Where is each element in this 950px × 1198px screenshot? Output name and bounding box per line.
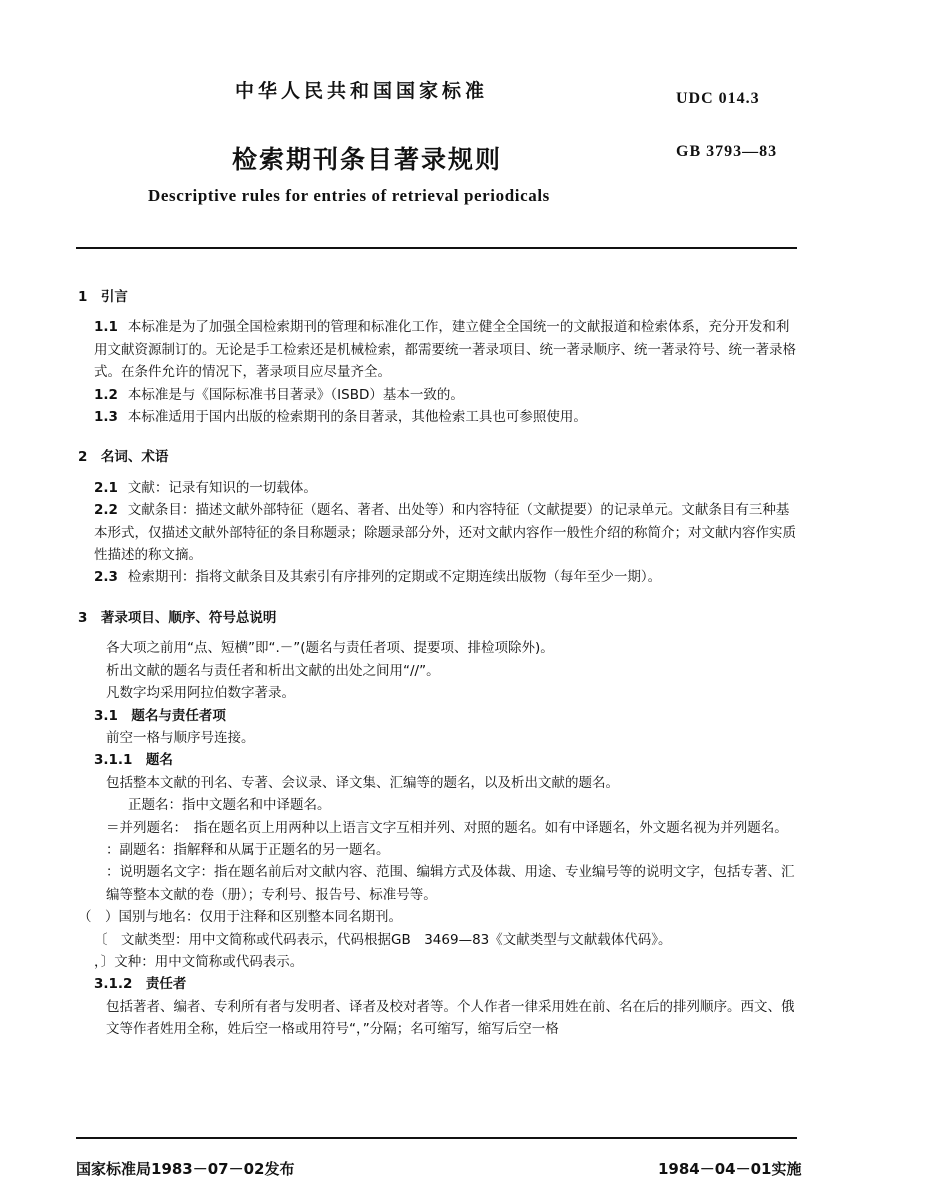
paragraph: ：副题名：指解释和从属于正题名的另一题名。 (106, 841, 390, 858)
clause-number: 2.2 (94, 502, 118, 519)
paragraph: 包括整本文献的刊名、专著、会议录、译文集、汇编等的题名，以及析出文献的题名。 (106, 774, 619, 791)
clause-text: 检索期刊：指将文献条目及其索引有序排列的定期或不定期连续出版物（每年至少一期）。 (127, 569, 662, 586)
paragraph: 正题名：指中文题名和中译题名。 (128, 797, 331, 814)
document-title: 检索期刊条目著录规则 (232, 145, 503, 174)
section-heading: 3 著录项目、顺序、符号总说明 (78, 609, 277, 626)
paragraph: ，〕文种：用中文简称或代码表示。 (94, 953, 304, 970)
udc-code: UDC 014.3 (676, 90, 760, 107)
paragraph: ：说明题名文字：指在题名前后对文献内容、范围、编辑方式及体裁、用途、专业编号等的说明文字，包括专著、汇编等整本文献的卷（册）；专利号、报告号、标准号等。 (106, 864, 795, 903)
issue-date: 国家标准局1983－07－02发布 (76, 1160, 295, 1178)
clause-number: 2.1 (94, 479, 118, 496)
paragraph: 凡数字均采用阿拉伯数字著录。 (106, 685, 295, 702)
clause-text: 本标准是与《国际标准书目著录》（ISBD）基本一致的。 (127, 386, 464, 403)
header-divider (76, 247, 797, 249)
clause (78, 566, 800, 588)
standard-number: GB 3793—83 (676, 143, 778, 160)
subsection-heading: 3.1.1 题名 (94, 752, 173, 769)
paragraph: 包括著者、编者、专利所有者与发明者、译者及校对者等。个人作者一律采用姓在前、名在后的排列顺序。西文、俄文等作者姓用全称，姓后空一格或用符号“，”分隔；名可缩写，缩写后空一格 (106, 998, 795, 1038)
issuing-country-standard: 中华人民共和国国家标准 (235, 80, 489, 102)
effective-date: 1984－04－01实施 (658, 1160, 802, 1178)
clause-number: 1.3 (94, 409, 118, 426)
paragraph: 前空一格与顺序号连接。 (106, 729, 255, 746)
clause-text: 文献条目：描述文献外部特征（题名、著者、出处等）和内容特征（文献提要）的记录单元。文献条目有三种基本形式，仅描述文献外部特征的条目称题录；除题录部分外，还对文献内容作一般性介绍的称简介；对文献内容作实质性描述的称文摘。 (94, 502, 796, 564)
clause-number: 1.1 (94, 319, 118, 336)
clause-text: 文献：记录有知识的一切载体。 (127, 479, 317, 496)
clause (78, 477, 800, 499)
paragraph: 〔 文献类型：用中文简称或代码表示，代码根据GB 3469—83《文献类型与文献载体代码》。 (94, 931, 672, 948)
document-title-english: Descriptive rules for entries of retrieval periodicals (148, 186, 550, 205)
paragraph: 析出文献的题名与责任者和析出文献的出处之间用“//”。 (106, 662, 440, 679)
footer-divider (76, 1137, 797, 1139)
clause (78, 316, 800, 383)
section-heading: 1 引言 (78, 289, 128, 305)
subsection-heading: 3.1 题名与责任者项 (94, 707, 226, 724)
clause-number: 1.2 (94, 386, 118, 403)
paragraph: ＝并列题名： 指在题名页上用两种以上语言文字互相并列、对照的题名。如有中译题名，外文题名视为并列题名。 (106, 819, 788, 836)
paragraph: （ ）国别与地名：仅用于注释和区别整本同名期刊。 (78, 909, 402, 926)
subsection-heading: 3.1.2 责任者 (94, 976, 187, 993)
document-body (78, 286, 800, 1041)
clause (78, 384, 800, 406)
clause (78, 499, 800, 566)
paragraph: 各大项之前用“点、短横”即“.－”(题名与责任者项、提要项、排检项除外)。 (106, 640, 554, 657)
clause (78, 406, 800, 428)
clause-text: 本标准是为了加强全国检索期刊的管理和标准化工作，建立健全全国统一的文献报道和检索体系，充分开发和利用文献资源制订的。无论是手工检索还是机械检索，都需要统一著录项目、统一著录顺序、统一著录符号、统一著录格式。在条件允许的情况下，著录项目应尽量齐全。 (94, 319, 796, 381)
section-heading: 2 名词、术语 (78, 449, 169, 466)
clause-text: 本标准适用于国内出版的检索期刊的条目著录，其他检索工具也可参照使用。 (127, 409, 587, 426)
clause-number: 2.3 (94, 569, 118, 586)
